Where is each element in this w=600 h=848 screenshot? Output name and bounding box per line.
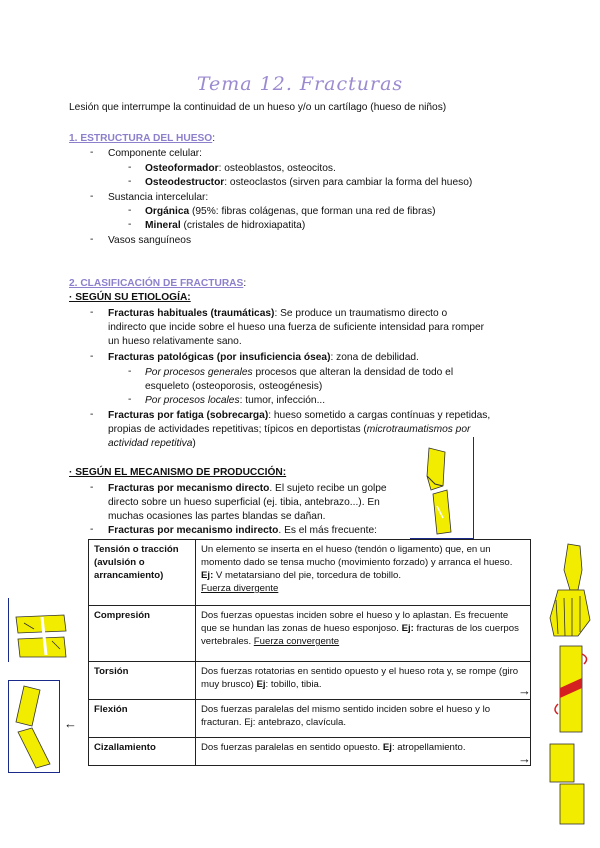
- directo-line-2: directo sobre un hueso superficial (ej. tibia, antebrazo...). En: [108, 497, 380, 508]
- table-row: [89, 700, 531, 738]
- bullet-dash: -: [128, 176, 132, 187]
- habituales-line-1: Fracturas habituales (traumáticas): Se produce un traumatismo directo o: [108, 308, 448, 319]
- bullet-dash: -: [128, 366, 132, 377]
- section-1-heading: 1. ESTRUCTURA DEL HUESO:: [69, 133, 216, 144]
- decorative-rule: [59, 680, 60, 773]
- forearm-fracture-illustration: [421, 446, 455, 536]
- bone-lower-icon: [18, 728, 50, 768]
- bullet-dash: -: [128, 162, 132, 173]
- vasos-item: Vasos sanguíneos: [108, 235, 192, 246]
- arrow-right-icon: →: [518, 683, 531, 698]
- table-cell-desc: Dos fuerzas opuestas inciden sobre el hueso y lo aplastan. Es frecuente que se hundan las zonas de hueso esponjoso. Ej: fracturas de los cuerpos vertebrales. Fuerza convergente: [196, 606, 531, 662]
- arrow-right-icon: →: [518, 751, 531, 766]
- mechanism-table: [88, 539, 531, 766]
- table-cell-name: Torsión: [89, 662, 196, 700]
- bullet-dash: -: [128, 394, 132, 405]
- patologicas-item: Fracturas patológicas (por insuficiencia ósea): zona de debilidad.: [108, 352, 419, 363]
- mecanismo-heading: · SEGÚN EL MECANISMO DE PRODUCCIÓN:: [69, 467, 287, 478]
- bullet-dash: -: [90, 191, 94, 202]
- table-row: [89, 540, 531, 606]
- mineral-item: Mineral (cristales de hidroxiapatita): [145, 220, 306, 231]
- indirecto-item: Fracturas por mecanismo indirecto. Es el más frecuente:: [108, 525, 377, 536]
- decorative-rule: [8, 772, 60, 773]
- habituales-line-2: indirecto que incide sobre el hueso una fuerza de suficiente intensidad para romper: [108, 322, 485, 333]
- organica-item: Orgánica (95%: fibras colágenas, que forman una red de fibras): [145, 206, 436, 217]
- directo-line-3: muchas ocasiones las partes blandas se dañan.: [108, 511, 326, 522]
- bullet-dash: -: [90, 307, 94, 318]
- decorative-rule: [8, 680, 9, 772]
- bone-upper-icon: [550, 744, 574, 782]
- table-cell-desc: Un elemento se inserta en el hueso (tendón o ligamento) que, en un momento dado se tensa mucho (movimiento forzado) y arranca el hueso. Ej: V metatarsiano del pie, torcedura de tobillo. Fuerza divergente: [196, 540, 531, 606]
- bone-lower-icon: [560, 784, 584, 824]
- fatiga-line-2: propias de actividades repetitivas; típicos en deportistas (microtraumatismos por: [108, 424, 471, 435]
- fatiga-line-3: actividad repetitiva): [108, 438, 196, 449]
- flexion-illustration: [10, 684, 58, 770]
- bullet-dash: -: [90, 524, 94, 535]
- bullet-dash: -: [90, 351, 94, 362]
- page-title: Tema 12. Fracturas: [196, 73, 404, 95]
- table-cell-desc: Dos fuerzas paralelas en sentido opuesto. Ej: atropellamiento.: [196, 738, 531, 766]
- table-cell-name: Cizallamiento: [89, 738, 196, 766]
- foot-illustration: [540, 540, 600, 644]
- table-cell-desc: Dos fuerzas rotatorias en sentido opuesto y el hueso rota y, se rompe (giro muy brusco) Ej: tobillo, tibia.: [196, 662, 531, 700]
- bullet-dash: -: [90, 409, 94, 420]
- table-row: [89, 662, 531, 700]
- habituales-line-3: un hueso relativamente sano.: [108, 336, 242, 347]
- bullet-dash: -: [90, 234, 94, 245]
- vertebra-lower-icon: [18, 637, 66, 657]
- etiologia-heading: · SEGÚN SU ETIOLOGÍA:: [69, 292, 191, 303]
- decorative-rule: [8, 680, 60, 681]
- componente-celular: Componente celular:: [108, 148, 203, 159]
- decorative-rule: [8, 598, 9, 662]
- bullet-dash: -: [128, 219, 132, 230]
- vertebrae-illustration: [12, 611, 70, 661]
- table-cell-name: Flexión: [89, 700, 196, 738]
- table-cell-name: Compresión: [89, 606, 196, 662]
- intro-text: Lesión que interrumpe la continuidad de un hueso y/o un cartílago (hueso de niños): [69, 102, 447, 113]
- bone-upper-icon: [16, 686, 40, 726]
- table-cell-desc: Dos fuerzas paralelas del mismo sentido inciden sobre el hueso y lo fracturan. Ej: antebrazo, clavícula.: [196, 700, 531, 738]
- generales-line-2: esqueleto (osteoporosis, osteogénesis): [145, 381, 323, 392]
- osteodestructor-item: Osteodestructor: osteoclastos (sirven para cambiar la forma del hueso): [145, 177, 473, 188]
- osteoformador-item: Osteoformador: osteoblastos, osteocitos.: [145, 163, 336, 174]
- sustancia-intercelular: Sustancia intercelular:: [108, 192, 209, 203]
- bone-lower-icon: [433, 490, 451, 534]
- section-2-heading: 2. CLASIFICACIÓN DE FRACTURAS:: [69, 278, 247, 289]
- directo-line-1: Fracturas por mecanismo directo. El sujeto recibe un golpe: [108, 483, 387, 494]
- bullet-dash: -: [90, 482, 94, 493]
- table-row: [89, 738, 531, 766]
- shear-illustration: [548, 740, 588, 828]
- torsion-illustration: [552, 644, 592, 734]
- metatarsal-icon: [550, 590, 590, 636]
- table-cell-name: Tensión o tracción (avulsión o arrancamiento): [89, 540, 196, 606]
- bullet-dash: -: [128, 205, 132, 216]
- bone-upper-icon: [427, 448, 445, 490]
- table-row: [89, 606, 531, 662]
- bullet-dash: -: [90, 147, 94, 158]
- generales-line-1: Por procesos generales procesos que alteran la densidad de todo el: [145, 367, 454, 378]
- heel-bone-icon: [564, 544, 582, 590]
- fatiga-line-1: Fracturas por fatiga (sobrecarga): hueso sometido a cargas contínuas y repetidas,: [108, 410, 491, 421]
- locales-item: Por procesos locales: tumor, infección...: [145, 395, 326, 406]
- decorative-rule: [473, 437, 474, 538]
- arrow-left-icon: ←: [64, 716, 77, 731]
